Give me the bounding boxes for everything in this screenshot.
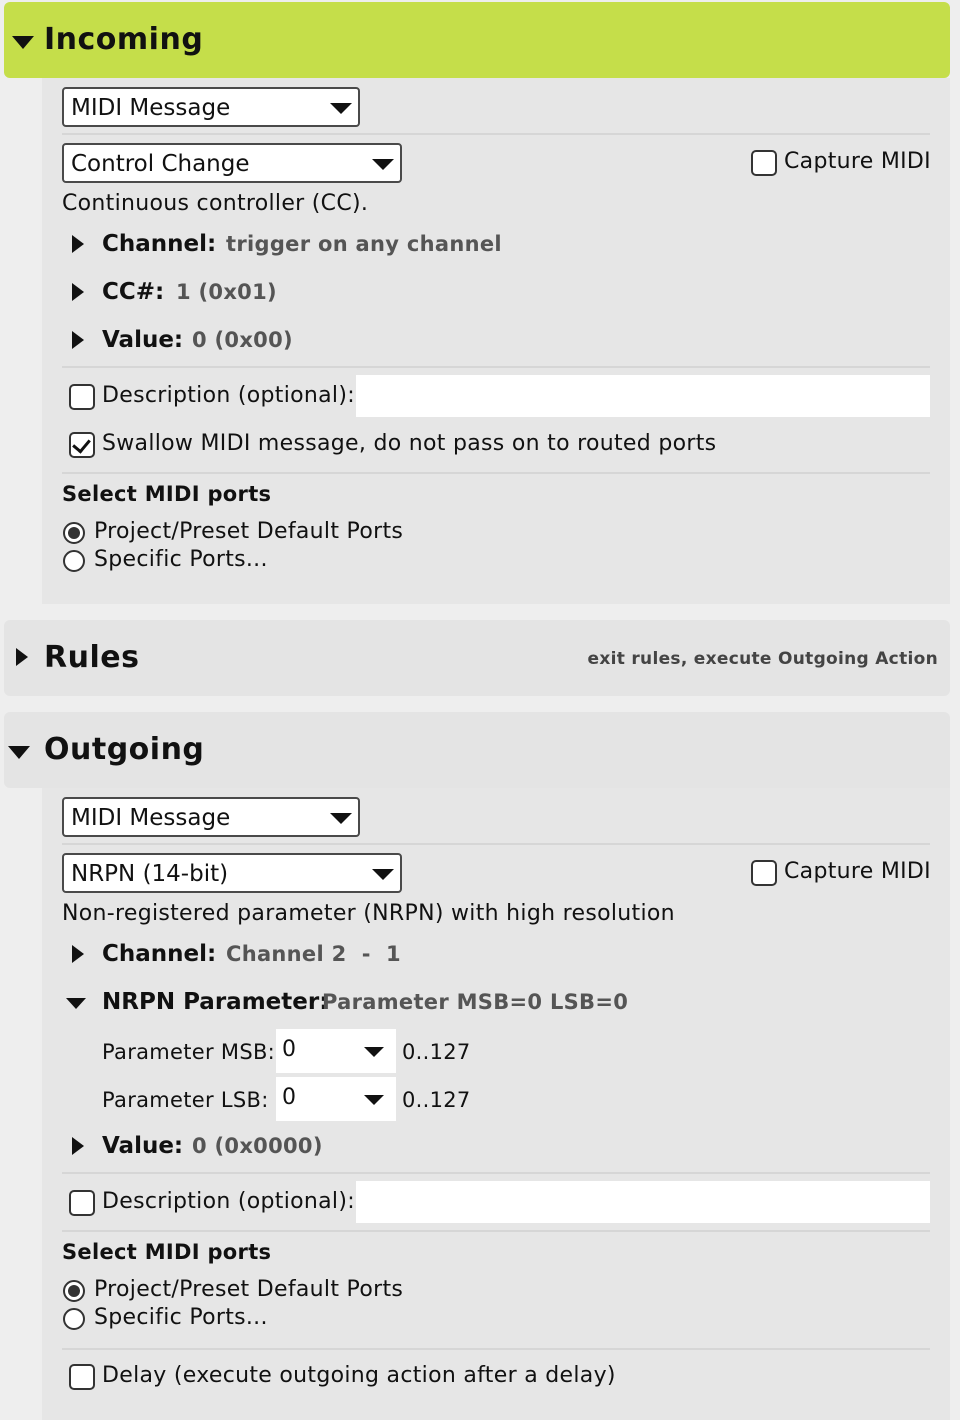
delay-checkbox[interactable] [69, 1364, 95, 1390]
incoming-ports-heading: Select MIDI ports [62, 482, 272, 506]
divider [62, 1172, 930, 1174]
outgoing-channel-value: Channel 2 - 1 [226, 942, 401, 966]
nrpn-parameter-value: Parameter MSB=0 LSB=0 [322, 990, 629, 1014]
dropdown-arrow-icon [372, 869, 394, 880]
incoming-header[interactable] [4, 2, 950, 78]
incoming-message-description: Continuous controller (CC). [62, 191, 369, 216]
outgoing-capture-checkbox[interactable] [751, 860, 777, 886]
incoming-channel-value: trigger on any channel [226, 232, 502, 256]
dropdown-arrow-icon [330, 103, 352, 114]
incoming-type-select-value: MIDI Message [71, 95, 231, 121]
delay-label[interactable]: Delay (execute outgoing action after a delay) [102, 1363, 616, 1388]
incoming-port-default-label[interactable]: Project/Preset Default Ports [94, 519, 404, 544]
outgoing-type-select-value: MIDI Message [71, 805, 231, 831]
outgoing-description-label: Description (optional): [102, 1189, 355, 1214]
outgoing-channel-label[interactable]: Channel: [102, 941, 217, 967]
outgoing-message-select[interactable] [62, 853, 402, 893]
param-lsb-value: 0 [282, 1085, 296, 1110]
incoming-channel-label[interactable]: Channel: [102, 231, 217, 257]
incoming-port-specific-label[interactable]: Specific Ports... [94, 547, 268, 572]
outgoing-header[interactable] [4, 712, 950, 788]
outgoing-value-value: 0 (0x0000) [192, 1134, 323, 1158]
outgoing-description-input[interactable] [356, 1181, 930, 1223]
outgoing-port-specific-radio[interactable] [63, 1308, 85, 1330]
expand-cc-icon[interactable] [72, 283, 84, 301]
expand-value-icon[interactable] [72, 1137, 84, 1155]
incoming-capture-label[interactable]: Capture MIDI [784, 149, 931, 174]
incoming-type-select[interactable] [62, 87, 360, 127]
incoming-value-label[interactable]: Value: [102, 327, 184, 353]
nrpn-parameter-label[interactable]: NRPN Parameter: [102, 989, 329, 1015]
incoming-cc-value: 1 (0x01) [176, 280, 277, 304]
dropdown-arrow-icon [364, 1095, 384, 1105]
incoming-message-select-value: Control Change [71, 151, 250, 177]
divider [62, 472, 930, 474]
outgoing-description-checkbox[interactable] [69, 1190, 95, 1216]
param-msb-value: 0 [282, 1037, 296, 1062]
swallow-label[interactable]: Swallow MIDI message, do not pass on to routed ports [102, 431, 717, 456]
outgoing-capture-label[interactable]: Capture MIDI [784, 859, 931, 884]
param-lsb-label: Parameter LSB: [102, 1088, 269, 1112]
incoming-value-value: 0 (0x00) [192, 328, 293, 352]
dropdown-arrow-icon [330, 813, 352, 824]
divider [62, 133, 930, 135]
incoming-description-input[interactable] [356, 375, 930, 417]
dropdown-arrow-icon [364, 1047, 384, 1057]
outgoing-port-specific-label[interactable]: Specific Ports... [94, 1305, 268, 1330]
divider [62, 1230, 930, 1232]
expand-rules-icon[interactable] [16, 648, 28, 666]
rules-header[interactable] [4, 620, 950, 696]
expand-value-icon[interactable] [72, 331, 84, 349]
outgoing-port-default-radio[interactable] [63, 1280, 85, 1302]
divider [62, 1348, 930, 1350]
outgoing-value-label[interactable]: Value: [102, 1133, 184, 1159]
incoming-port-specific-radio[interactable] [63, 550, 85, 572]
rules-title: Rules [44, 640, 140, 675]
outgoing-type-select[interactable] [62, 797, 360, 837]
param-lsb-range: 0..127 [402, 1088, 471, 1112]
param-msb-range: 0..127 [402, 1040, 471, 1064]
incoming-cc-label[interactable]: CC#: [102, 279, 165, 305]
divider [62, 843, 930, 845]
outgoing-port-default-label[interactable]: Project/Preset Default Ports [94, 1277, 404, 1302]
outgoing-title: Outgoing [44, 732, 205, 767]
swallow-checkbox[interactable] [69, 432, 95, 458]
collapse-triangle-icon[interactable] [8, 746, 30, 759]
param-msb-label: Parameter MSB: [102, 1040, 276, 1064]
expand-channel-icon[interactable] [72, 945, 84, 963]
incoming-port-default-radio[interactable] [63, 522, 85, 544]
outgoing-message-description: Non-registered parameter (NRPN) with high resolution [62, 901, 675, 926]
incoming-message-select[interactable] [62, 143, 402, 183]
param-lsb-select[interactable] [276, 1077, 396, 1121]
incoming-description-checkbox[interactable] [69, 384, 95, 410]
expand-channel-icon[interactable] [72, 235, 84, 253]
collapse-triangle-icon[interactable] [12, 36, 34, 49]
dropdown-arrow-icon [372, 159, 394, 170]
incoming-title: Incoming [44, 22, 204, 57]
param-msb-select[interactable] [276, 1029, 396, 1073]
collapse-nrpn-icon[interactable] [66, 998, 86, 1009]
incoming-capture-checkbox[interactable] [751, 150, 777, 176]
divider [62, 366, 930, 368]
outgoing-message-select-value: NRPN (14-bit) [71, 861, 229, 887]
outgoing-ports-heading: Select MIDI ports [62, 1240, 272, 1264]
rules-summary: exit rules, execute Outgoing Action [587, 649, 938, 669]
incoming-description-label: Description (optional): [102, 383, 355, 408]
